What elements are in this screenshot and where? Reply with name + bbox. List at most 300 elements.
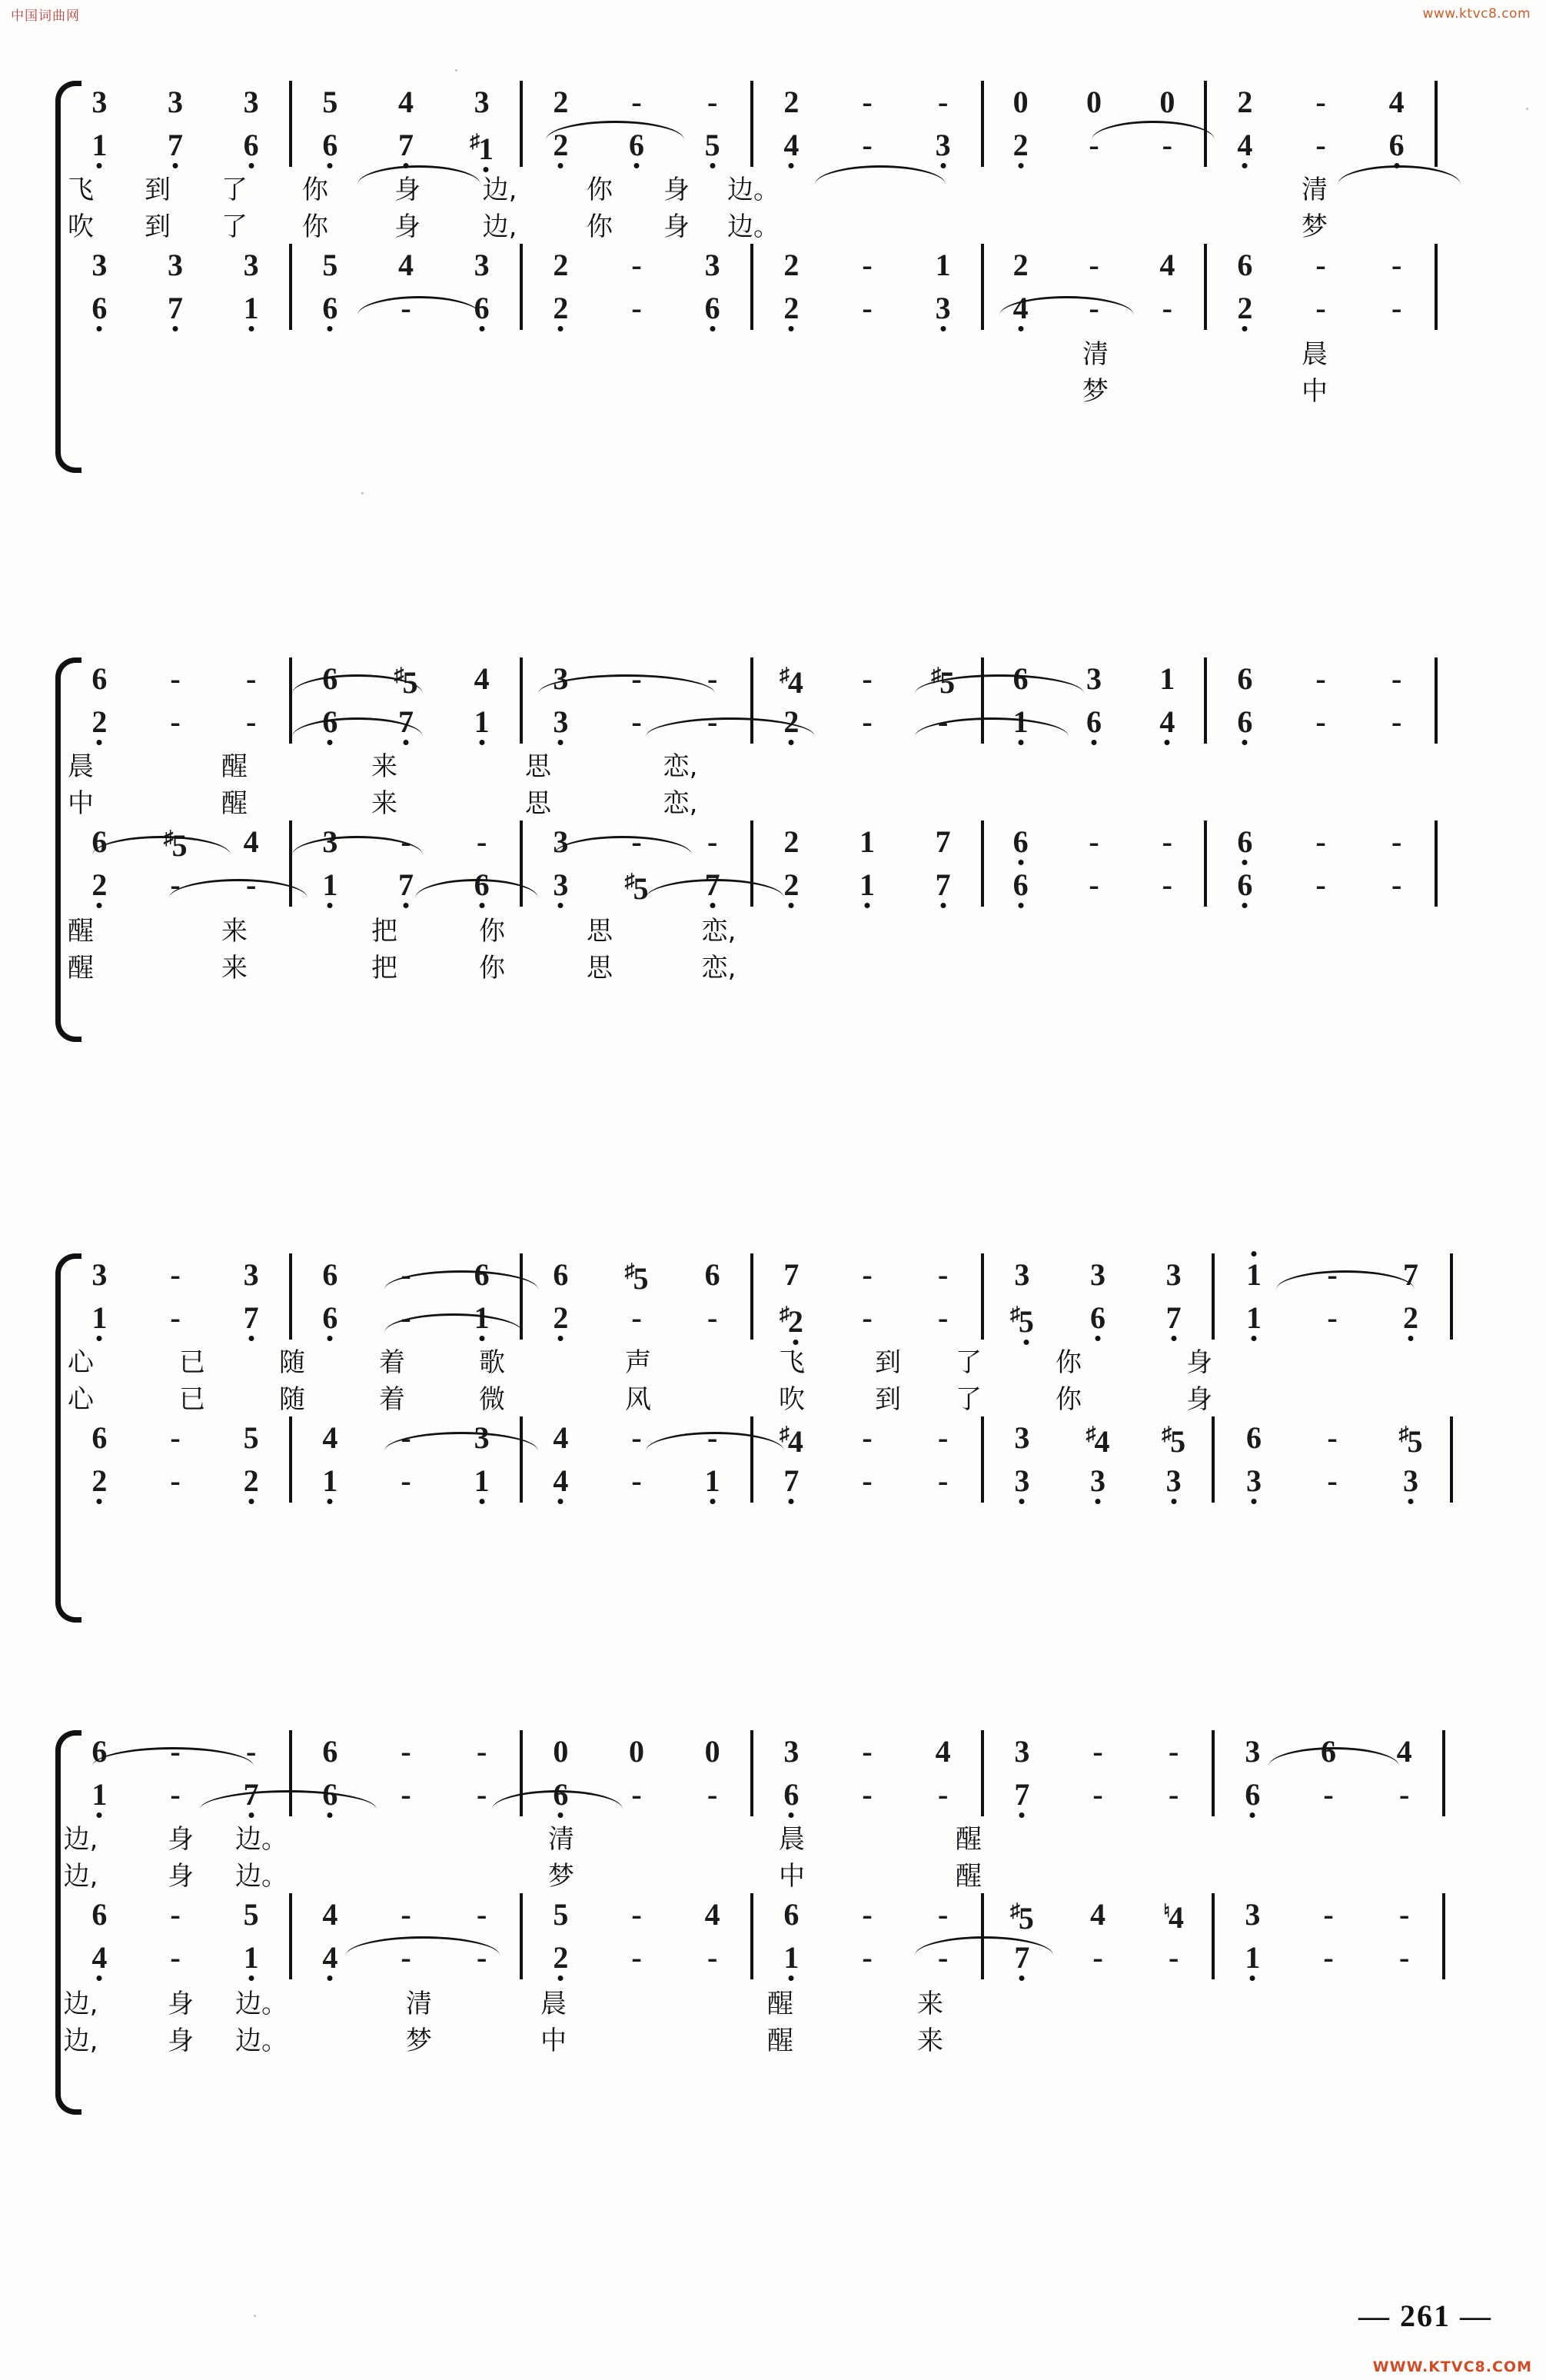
note-cell: 1	[213, 1936, 289, 1979]
lyric-syllable: 梦	[548, 1861, 574, 1892]
staff-row-bass	[62, 864, 1499, 907]
note-cell: 4	[1396, 1734, 1412, 1769]
note-cell: 6	[1237, 248, 1253, 282]
note-cell: 3	[1165, 1257, 1182, 1292]
measure	[1207, 124, 1438, 167]
note-cell: 2	[62, 1460, 138, 1503]
staff-row-bass	[62, 287, 1499, 330]
note-cell: 6	[322, 661, 338, 696]
measure	[753, 657, 984, 701]
note-cell: 4	[474, 661, 490, 696]
note-cell: 6	[91, 824, 108, 859]
measure	[62, 701, 292, 744]
note-cell: 3	[1245, 1897, 1261, 1932]
measure	[753, 81, 984, 124]
measure	[62, 1773, 292, 1816]
note-cell: -	[1169, 1734, 1179, 1769]
note-cell: -	[631, 248, 642, 282]
note-cell: 6	[1012, 661, 1029, 696]
note-cell: 5	[322, 85, 338, 119]
measure	[753, 1936, 984, 1979]
lyric-syllable: 身	[168, 2025, 194, 2056]
lyric-syllable: 中	[68, 788, 94, 819]
measure	[753, 1297, 984, 1340]
note-cell: -	[170, 1734, 181, 1769]
measure	[292, 287, 523, 330]
note-cell: -	[938, 1940, 949, 1975]
note-cell: 6	[1060, 1297, 1136, 1340]
note-cell: 1	[444, 1460, 520, 1503]
note-cell: 1	[753, 1936, 830, 1979]
note-cell: 5	[674, 124, 750, 167]
lyric-syllable: 你	[587, 211, 613, 242]
note-cell: 1	[292, 864, 368, 907]
measure	[753, 1416, 984, 1460]
note-cell: ♯5	[1009, 1899, 1034, 1936]
note-cell: ♯2	[753, 1293, 830, 1343]
note-cell: 6	[292, 701, 368, 744]
note-cell: 3	[783, 1734, 800, 1769]
note-cell: -	[1315, 85, 1326, 119]
note-cell: 2	[783, 85, 800, 119]
note-cell: 6	[1207, 701, 1283, 744]
note-cell: 4	[704, 1897, 720, 1932]
note-cell: 1	[1215, 1297, 1293, 1340]
note-cell: 4	[753, 124, 830, 167]
measure	[292, 821, 523, 864]
lyric-syllable: 已	[179, 1384, 205, 1415]
measure	[62, 821, 292, 864]
note-cell: 4	[322, 1897, 338, 1932]
note-cell: 6	[984, 864, 1057, 907]
note-cell: ♯5	[624, 870, 649, 906]
measure	[62, 1297, 292, 1340]
note-cell: 0	[1159, 85, 1175, 119]
note-cell: 3	[91, 1257, 108, 1292]
staff-row-soprano	[62, 1730, 1499, 1773]
note-cell: 2	[753, 701, 830, 744]
note-cell: -	[862, 1897, 873, 1932]
measure	[523, 1773, 753, 1816]
note-cell: 3	[523, 701, 599, 744]
note-cell: -	[1327, 1300, 1338, 1335]
lyric-syllable: 歌	[479, 1347, 505, 1378]
lyric-syllable: 恋,	[701, 916, 736, 947]
measure	[753, 1893, 984, 1936]
note-cell: 3	[905, 287, 981, 330]
lyric-syllable: 到	[145, 175, 171, 205]
measure	[753, 701, 984, 744]
note-cell: 7	[935, 824, 951, 859]
note-cell: 2	[783, 824, 800, 859]
note-cell: 7	[783, 1257, 800, 1292]
note-cell: 3	[704, 248, 720, 282]
lyric-syllable: 醒	[767, 2025, 793, 2056]
system-2-rows	[62, 657, 1499, 984]
measure	[62, 1253, 292, 1297]
measure	[523, 701, 753, 744]
measure	[523, 864, 753, 907]
note-cell: -	[938, 1897, 949, 1932]
note-cell: 6	[213, 124, 289, 167]
note-cell: 4	[398, 248, 414, 282]
note-cell: -	[1327, 1463, 1338, 1498]
note-cell: 6	[753, 1773, 830, 1816]
note-cell: 3	[243, 248, 259, 282]
measure	[62, 1893, 292, 1936]
lyric-syllable: 晨	[68, 751, 94, 782]
note-cell: -	[862, 291, 873, 325]
note-cell: -	[1315, 291, 1326, 325]
note-cell: 2	[1371, 1297, 1450, 1340]
measure	[1215, 1460, 1453, 1503]
lyric-syllable: 清	[548, 1824, 574, 1855]
measure	[753, 1253, 984, 1297]
note-cell: 6	[1207, 821, 1283, 864]
system-4-rows	[62, 1730, 1499, 2056]
lyric-syllable: 身	[168, 1861, 194, 1892]
note-cell: 3	[553, 824, 569, 859]
note-cell: 2	[753, 864, 830, 907]
note-cell: 5	[243, 1897, 259, 1932]
note-cell: -	[1315, 867, 1326, 902]
note-cell: -	[246, 1734, 257, 1769]
note-cell: 7	[753, 1460, 830, 1503]
note-cell: -	[1315, 128, 1326, 162]
note-cell: -	[1092, 1777, 1103, 1812]
note-cell: -	[1315, 661, 1326, 696]
note-cell: 6	[91, 661, 108, 696]
note-cell: 7	[368, 701, 444, 744]
lyric-syllable: 你	[479, 953, 505, 984]
lyric-syllable: 身	[168, 1989, 194, 2019]
note-cell: -	[1315, 824, 1326, 859]
lyric-syllable: 身	[394, 175, 421, 205]
lyric-syllable: 随	[279, 1384, 305, 1415]
note-cell: 6	[984, 821, 1057, 864]
note-cell: -	[862, 1777, 873, 1812]
measure	[984, 701, 1207, 744]
note-cell: 6	[1207, 864, 1283, 907]
note-cell: 6	[292, 287, 368, 330]
note-cell: -	[1162, 867, 1172, 902]
note-cell: 0	[629, 1734, 644, 1769]
staff-row-alto	[62, 1773, 1499, 1816]
staff-row-alto	[62, 124, 1499, 167]
staff-row-alto	[62, 701, 1499, 744]
note-cell: -	[170, 1940, 181, 1975]
note-cell: -	[401, 1257, 411, 1292]
note-cell: 1	[830, 864, 906, 907]
measure	[753, 821, 984, 864]
note-cell: ♯5	[163, 827, 188, 863]
measure	[984, 1730, 1215, 1773]
note-cell: -	[862, 1420, 873, 1455]
note-cell: 6	[444, 864, 520, 907]
measure	[62, 1460, 292, 1503]
measure	[292, 1253, 523, 1297]
measure	[753, 1773, 984, 1816]
note-cell: -	[862, 85, 873, 119]
note-cell: -	[862, 704, 873, 739]
note-cell: 3	[1014, 1420, 1030, 1455]
note-cell: 0	[553, 1734, 569, 1769]
measure	[523, 1730, 753, 1773]
note-cell: 4	[1131, 701, 1204, 744]
note-cell: 3	[91, 85, 108, 119]
note-cell: 3	[474, 1420, 490, 1455]
note-cell: -	[938, 85, 949, 119]
measure	[984, 657, 1207, 701]
note-cell: 7	[905, 864, 981, 907]
note-cell: ♯4	[1086, 1423, 1110, 1459]
note-cell: 3	[322, 824, 338, 859]
lyric-syllable: 到	[145, 211, 171, 242]
note-cell: -	[477, 1777, 487, 1812]
note-cell: 3	[168, 85, 183, 119]
measure	[62, 244, 292, 287]
note-cell: ♯5	[931, 664, 956, 700]
note-cell: -	[1323, 1940, 1334, 1975]
measure	[753, 287, 984, 330]
note-cell: -	[401, 1463, 411, 1498]
note-cell: -	[170, 661, 181, 696]
note-cell: 7	[1135, 1297, 1212, 1340]
note-cell: -	[938, 1420, 949, 1455]
note-cell: 3	[1215, 1460, 1293, 1503]
note-cell: -	[1092, 1734, 1103, 1769]
note-cell: -	[1323, 1897, 1334, 1932]
system-1-rows	[62, 81, 1499, 407]
paper-speck	[455, 69, 457, 72]
measure	[292, 1416, 523, 1460]
note-cell: ♯5	[394, 664, 418, 700]
lyric-syllable: 边。	[235, 1989, 288, 2019]
note-cell: 3	[1060, 1460, 1136, 1503]
lyric-syllable: 清	[406, 1989, 432, 2019]
note-cell: 3	[168, 248, 183, 282]
note-cell: 7	[984, 1936, 1060, 1979]
note-cell: -	[631, 704, 642, 739]
note-cell: -	[631, 1420, 642, 1455]
lyric-syllable: 醒	[221, 751, 248, 782]
note-cell: -	[938, 1777, 949, 1812]
note-cell: 1	[62, 1773, 138, 1816]
lyrics-upper	[62, 1816, 1499, 1893]
music-system-2	[62, 657, 1499, 984]
note-cell: 6	[292, 124, 368, 167]
note-cell: -	[170, 1463, 181, 1498]
lyric-syllable: 恋,	[701, 953, 736, 984]
lyric-syllable: 边,	[63, 1824, 98, 1855]
note-cell: 6	[292, 1773, 368, 1816]
note-cell: 7	[138, 287, 214, 330]
note-cell: 7	[984, 1773, 1060, 1816]
measure	[984, 864, 1207, 907]
measure	[984, 287, 1207, 330]
note-cell: -	[862, 1257, 873, 1292]
note-cell: -	[707, 1300, 718, 1335]
measure	[292, 1730, 523, 1773]
note-cell: 7	[368, 124, 444, 167]
note-cell: -	[707, 661, 718, 696]
lyric-syllable: 到	[875, 1347, 901, 1378]
measure	[984, 1297, 1215, 1340]
staff-row-tenor	[62, 821, 1499, 864]
lyric-syllable: 心	[68, 1384, 94, 1415]
measure	[1207, 81, 1438, 124]
lyric-syllable: 梦	[1082, 376, 1109, 407]
note-cell: -	[862, 1300, 873, 1335]
note-cell: 3	[474, 85, 490, 119]
measure	[1215, 1416, 1453, 1460]
note-cell: -	[1169, 1940, 1179, 1975]
measure	[292, 1773, 523, 1816]
measure	[62, 1416, 292, 1460]
note-cell: -	[631, 85, 642, 119]
note-cell: ♯5	[624, 1260, 649, 1296]
note-cell: -	[1391, 867, 1402, 902]
note-cell: -	[1162, 824, 1172, 859]
note-cell: -	[170, 1897, 181, 1932]
note-cell: 6	[91, 1734, 108, 1769]
note-cell: 2	[553, 85, 569, 119]
note-cell: -	[707, 824, 718, 859]
note-cell: -	[631, 1777, 642, 1812]
measure	[62, 1936, 292, 1979]
measure	[292, 244, 523, 287]
staff-row-soprano	[62, 81, 1499, 124]
note-cell: -	[170, 1257, 181, 1292]
note-cell: 2	[753, 287, 830, 330]
lyric-syllable: 身	[394, 211, 421, 242]
note-cell: -	[938, 704, 949, 739]
note-cell: 7	[138, 124, 214, 167]
lyric-syllable: 着	[379, 1347, 405, 1378]
watermark-right: www.ktvc8.com	[1422, 6, 1531, 22]
measure	[523, 1253, 753, 1297]
lyric-syllable: 清	[1302, 175, 1328, 205]
lyric-syllable: 你	[1056, 1347, 1082, 1378]
lyric-syllable: 思	[525, 788, 551, 819]
measure	[984, 124, 1207, 167]
measure	[292, 81, 523, 124]
measure	[753, 1730, 984, 1773]
note-cell: 3	[553, 661, 569, 696]
note-cell: ♯5	[1398, 1423, 1423, 1459]
music-system-3	[62, 1253, 1499, 1579]
note-cell: -	[938, 1463, 949, 1498]
note-cell: 1	[674, 1460, 750, 1503]
lyric-syllable: 晨	[1302, 339, 1328, 370]
system-3-rows	[62, 1253, 1499, 1579]
note-cell: 1	[444, 1297, 520, 1340]
measure	[1215, 1773, 1445, 1816]
note-cell: 6	[1215, 1773, 1291, 1816]
note-cell: ♮4	[1163, 1900, 1184, 1936]
lyric-syllable: 思	[587, 953, 613, 984]
note-cell: 3	[1090, 1257, 1105, 1292]
measure	[292, 1936, 523, 1979]
note-cell: 4	[1159, 248, 1175, 282]
measure	[984, 821, 1207, 864]
note-cell: -	[401, 1420, 411, 1455]
note-cell: 2	[553, 248, 569, 282]
note-cell: 4	[1388, 85, 1405, 119]
measure	[753, 864, 984, 907]
measure	[753, 1460, 984, 1503]
lyric-syllable: 微	[479, 1384, 505, 1415]
note-cell: -	[862, 661, 873, 696]
measure	[292, 124, 523, 167]
note-cell: 7	[213, 1297, 289, 1340]
measure	[984, 1416, 1215, 1460]
staff-row-soprano	[62, 1253, 1499, 1297]
lyric-syllable: 醒	[221, 788, 248, 819]
note-cell: -	[1399, 1940, 1410, 1975]
note-cell: -	[170, 867, 181, 902]
measure	[1207, 657, 1438, 701]
note-cell: 1	[935, 248, 951, 282]
note-cell: 0	[1012, 85, 1029, 119]
staff-row-alto	[62, 1297, 1499, 1340]
note-cell: -	[1092, 1940, 1103, 1975]
lyric-syllable: 着	[379, 1384, 405, 1415]
note-cell: -	[401, 824, 411, 859]
note-cell: 3	[984, 1460, 1060, 1503]
note-cell: -	[707, 85, 718, 119]
note-cell: 3	[1014, 1734, 1030, 1769]
note-cell: -	[1327, 1420, 1338, 1455]
note-cell: 1	[984, 701, 1057, 744]
measure	[1215, 1253, 1453, 1297]
lyric-syllable: 了	[956, 1347, 982, 1378]
lyric-syllable: 晨	[540, 1989, 567, 2019]
lyrics-upper	[62, 1340, 1499, 1416]
note-cell: 6	[704, 1257, 720, 1292]
note-cell: -	[1391, 824, 1402, 859]
lyric-syllable: 把	[371, 916, 397, 947]
lyric-syllable: 飞	[68, 175, 94, 205]
lyrics-lower	[62, 1979, 1499, 2056]
lyric-syllable: 醒	[956, 1861, 982, 1892]
note-cell: -	[862, 1463, 873, 1498]
note-cell: -	[1089, 824, 1099, 859]
note-cell: 2	[62, 701, 138, 744]
note-cell: -	[1323, 1777, 1334, 1812]
note-cell: -	[477, 1734, 487, 1769]
lyric-syllable: 你	[479, 916, 505, 947]
watermark-left: 中国词曲网	[11, 8, 80, 24]
note-cell: -	[862, 1940, 873, 1975]
measure	[523, 287, 753, 330]
lyrics-lower	[62, 907, 1499, 984]
note-cell: -	[1169, 1777, 1179, 1812]
staff-row-tenor	[62, 1893, 1499, 1936]
lyric-syllable: 边,	[482, 211, 517, 242]
lyric-syllable: 风	[625, 1384, 651, 1415]
measure	[523, 1416, 753, 1460]
note-cell: -	[401, 1300, 411, 1335]
lyric-syllable: 已	[179, 1347, 205, 1378]
note-cell: -	[170, 1420, 181, 1455]
note-cell: 2	[523, 1936, 599, 1979]
lyric-syllable: 身	[1186, 1347, 1212, 1378]
lyric-syllable: 吹	[779, 1384, 805, 1415]
note-cell: 6	[322, 1257, 338, 1292]
note-cell: 6	[91, 1897, 108, 1932]
staff-row-bass	[62, 1936, 1499, 1979]
